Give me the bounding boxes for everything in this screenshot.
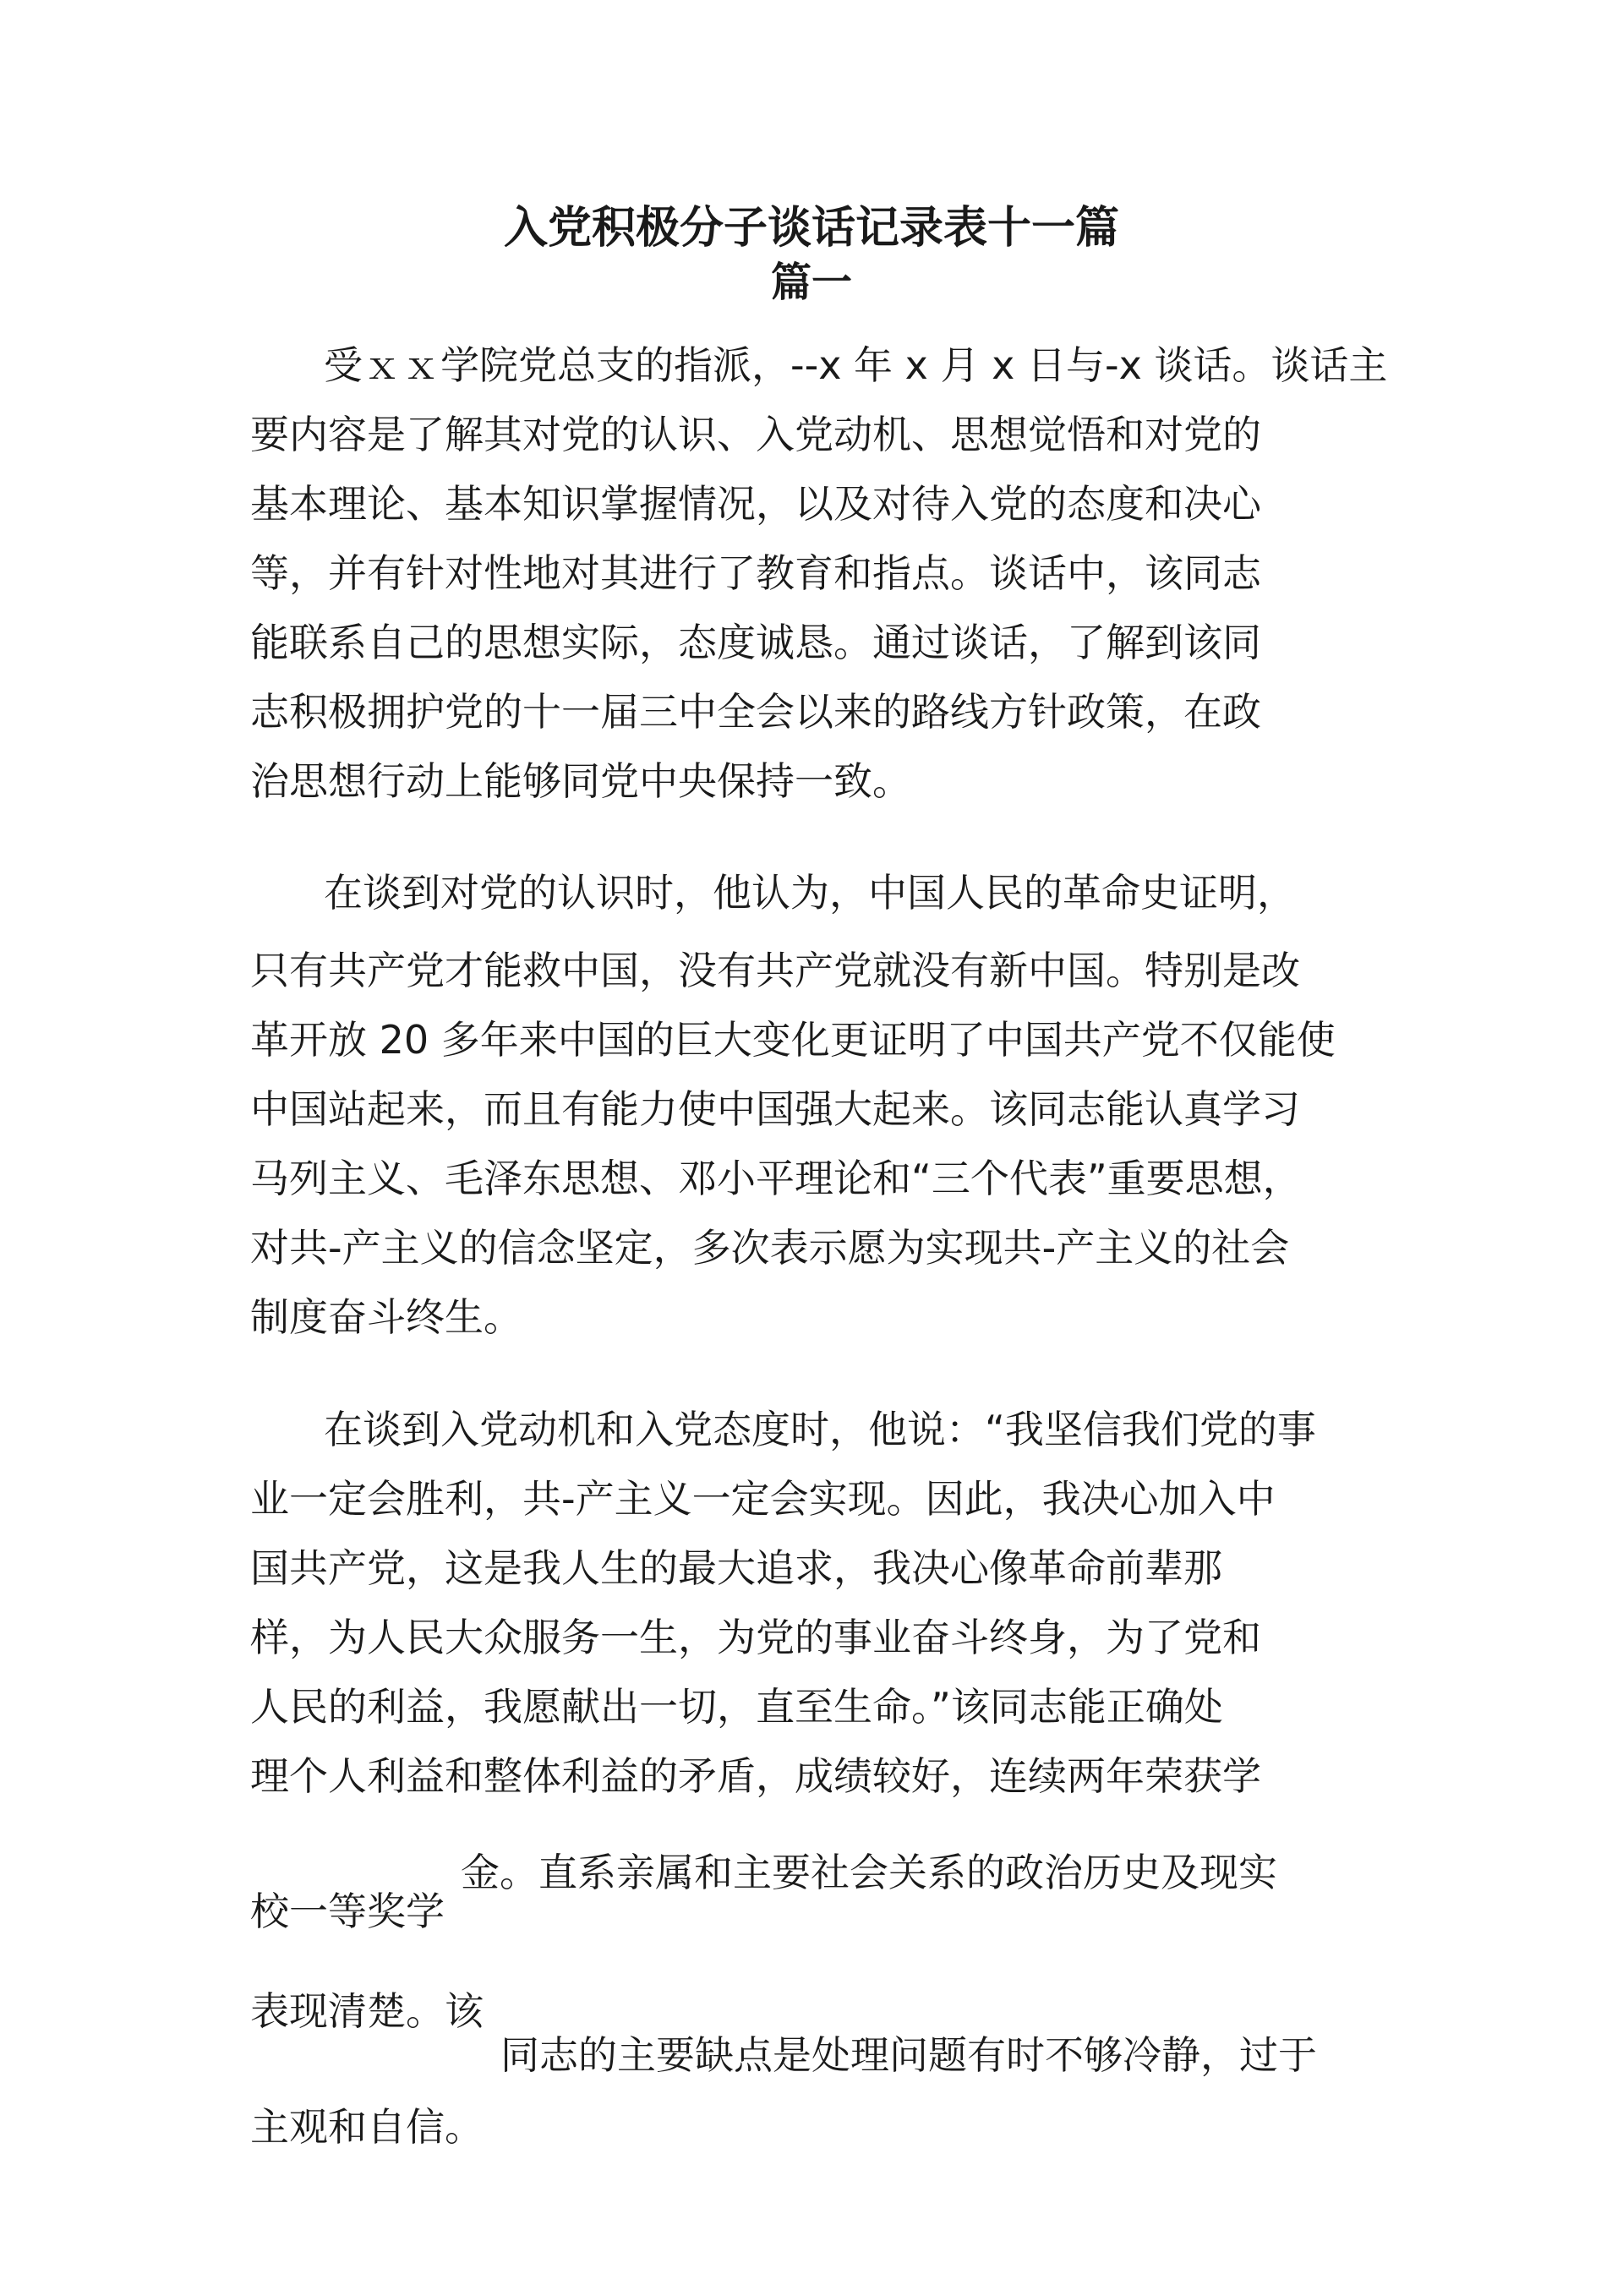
paragraph-3-line-5: 人民的利益，我愿献出一切，直至生命。”该同志能正确处 [250,1684,1223,1730]
paragraph-2-line-3: 革开放 20 多年来中国的巨大变化更证明了中国共产党不仅能使 [250,1017,1336,1063]
paragraph-3-line-4: 样，为人民大众服务一生，为党的事业奋斗终身，为了党和 [250,1615,1261,1660]
fragment-xiao-line: 校一等奖学 [250,1889,445,1934]
paragraph-2-line-4: 中国站起来，而且有能力使中国强大起来。该同志能认真学习 [250,1086,1300,1132]
paragraph-3-line-1: 在谈到入党动机和入党态度时，他说：“我坚信我们党的事 [324,1407,1316,1452]
paragraph-1-line-3: 基本理论、基本知识掌握情况，以及对待入党的态度和决心 [250,481,1261,527]
paragraph-1-line-6: 志积极拥护党的十一届三中全会以来的路线方针政策，在政 [250,689,1261,735]
fragment-tongzhi-line: 同志的主要缺点是处理问题有时不够冷静，过于 [500,2032,1317,2078]
paragraph-2-line-5: 马列主义、毛泽东思想、邓小平理论和“三个代表”重要思想， [250,1156,1302,1201]
paragraph-2-line-2: 只有共产党才能救中国，没有共产党就没有新中国。特别是改 [250,948,1300,993]
paragraph-1-line-2: 要内容是了解其对党的认识、入党动机、思想觉悟和对党的 [250,412,1261,457]
paragraph-2-line-1: 在谈到对党的认识时，他认为，中国人民的革命史证明， [324,870,1296,916]
paragraph-2-line-6: 对共-产主义的信念坚定，多次表示愿为实现共-产主义的社会 [250,1225,1290,1271]
paragraph-1-line-7: 治思想行动上能够同党中央保持一致。 [250,758,911,804]
section-heading: 篇一 [770,259,852,306]
paragraph-3-line-6: 理个人利益和整体利益的矛盾，成绩较好，连续两年荣获学 [250,1753,1261,1799]
paragraph-1-line-5: 能联系自己的思想实际，态度诚恳。通过谈话，了解到该同 [250,620,1261,665]
paragraph-1-line-4: 等，并有针对性地对其进行了教育和指点。谈话中，该同志 [250,550,1261,596]
paragraph-1-line-1: 受ｘｘ学院党总支的指派，--x 年 x 月 x 日与-x 谈话。谈话主 [324,342,1388,388]
fragment-last-line: 主观和自信。 [250,2104,484,2150]
paragraph-2-line-7: 制度奋斗终生。 [250,1294,522,1340]
fragment-biaoxian-line: 表现清楚。该 [250,1988,484,2034]
document-title: 入党积极分子谈话记录表十一篇 [503,203,1119,254]
paragraph-3-line-3: 国共产党，这是我人生的最大追求，我决心像革命前辈那 [250,1545,1222,1591]
paragraph-3-line-2: 业一定会胜利，共-产主义一定会实现。因此，我决心加入中 [250,1476,1276,1522]
fragment-jin-line: 金。直系亲属和主要社会关系的政治历史及现实 [461,1850,1277,1895]
